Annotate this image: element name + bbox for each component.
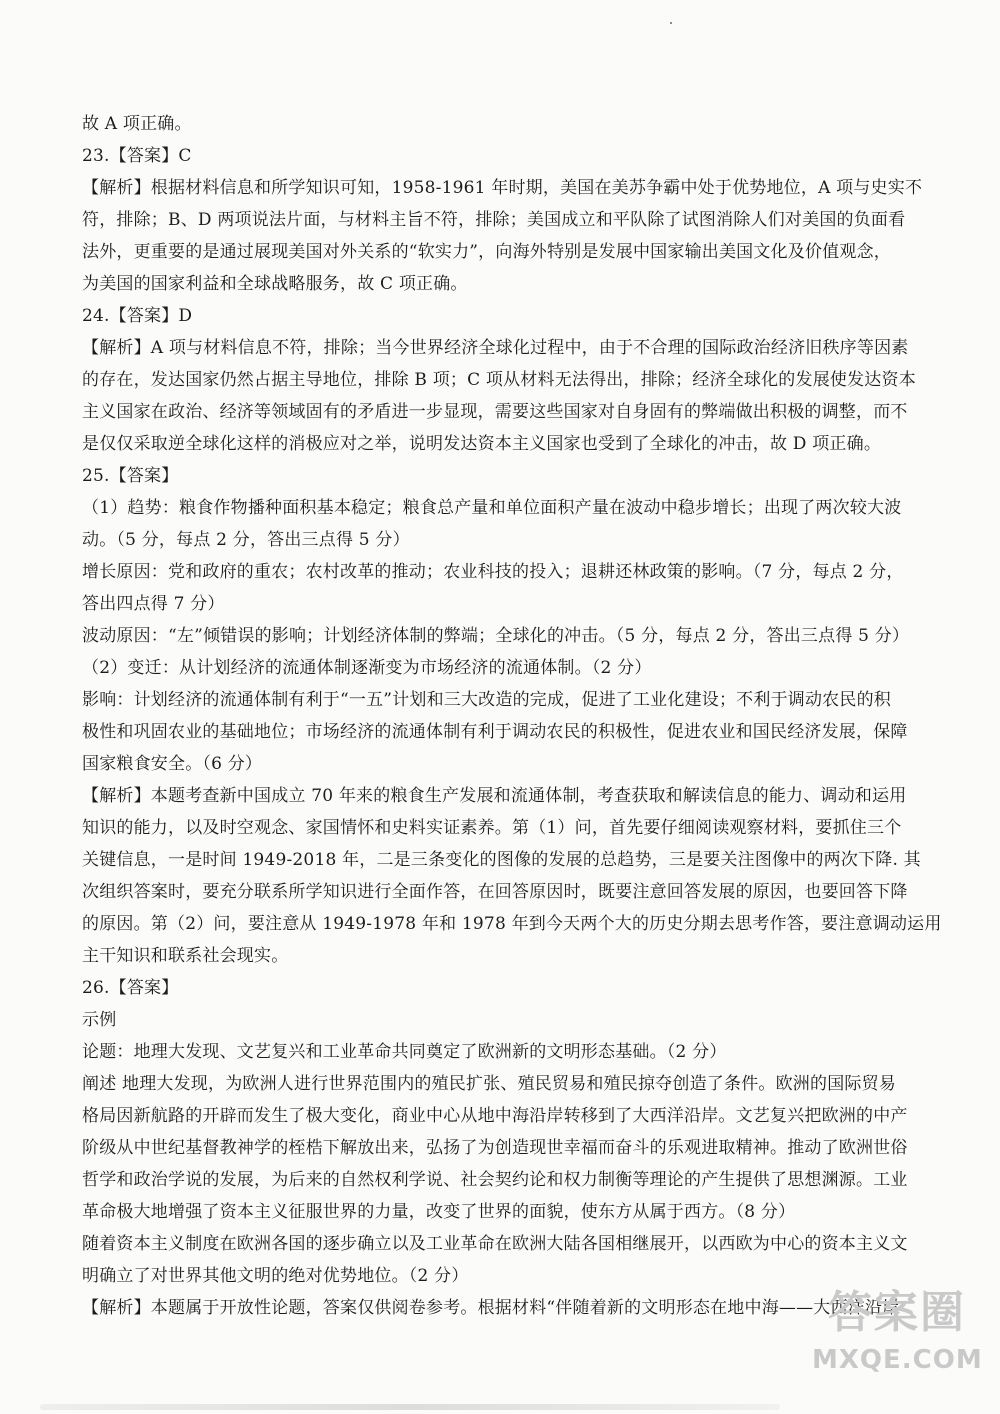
text-line: 次组织答案时，要充分联系所学知识进行全面作答，在回答原因时，既要注意回答发展的原因，也要回答下降 [82, 882, 908, 902]
text-line: 的原因。第（2）问，要注意从 1949-1978 年和 1978 年到今天两个大的历史分期去思考作答，要注意调动运用 [82, 914, 942, 934]
text-line: 知识的能力，以及时空观念、家国情怀和史料实证素养。第（1）问，首先要仔细阅读观察材料，要抓住三个 [82, 818, 902, 838]
watermark-url: MXQE.COM [812, 1345, 983, 1375]
text-line: 的存在，发达国家仍然占据主导地位，排除 B 项；C 项从材料无法得出，排除；经济全球化的发展使发达资本 [82, 370, 916, 390]
text-line: 论题：地理大发现、文艺复兴和工业革命共同奠定了欧洲新的文明形态基础。（2 分） [82, 1042, 727, 1062]
text-line: 随着资本主义制度在欧洲各国的逐步确立以及工业革命在欧洲大陆各国相继展开，以西欧为中心的资本主义文 [82, 1234, 908, 1254]
text-line: 主干知识和联系社会现实。 [82, 946, 289, 966]
text-line: 波动原因：“左”倾错误的影响；计划经济体制的弊端；全球化的冲击。（5 分，每点 2 分，答出三点得 5 分） [82, 626, 910, 646]
text-line: 为美国的国家利益和全球战略服务，故 C 项正确。 [82, 274, 468, 294]
text-line: 24.【答案】D [82, 306, 193, 326]
text-line: 关键信息，一是时间 1949-2018 年，二是三条变化的图像的发展的总趋势，三是要关注图像中的两次下降. 其 [82, 850, 921, 870]
text-line: 示例 [82, 1010, 117, 1030]
text-line: 格局因新航路的开辟而发生了极大变化，商业中心从地中海沿岸转移到了大西洋沿岸。文艺复兴把欧洲的中产 [82, 1106, 908, 1126]
text-line: 哲学和政治学说的发展，为后来的自然权利学说、社会契约论和权力制衡等理论的产生提供了思想渊源。工业 [82, 1170, 908, 1190]
text-line: 影响：计划经济的流通体制有利于“一五”计划和三大改造的完成，促进了工业化建设；不利于调动农民的积 [82, 690, 891, 710]
text-line: 国家粮食安全。（6 分） [82, 754, 263, 774]
text-line: 革命极大地增强了资本主义征服世界的力量，改变了世界的面貌，使东方从属于西方。（8 分） [82, 1202, 796, 1222]
text-line: 是仅仅采取逆全球化这样的消极应对之举，说明发达资本主义国家也受到了全球化的冲击，故 D 项正确。 [82, 434, 882, 454]
text-line: （2）变迁：从计划经济的流通体制逐渐变为市场经济的流通体制。（2 分） [82, 658, 652, 678]
text-line: 【解析】本题考查新中国成立 70 年来的粮食生产发展和流通体制，考查获取和解读信息的能力、调动和运用 [82, 786, 907, 806]
scan-edge-smudge [40, 1404, 780, 1410]
text-line: 主义国家在政治、经济等领域固有的矛盾进一步显现，需要这些国家对自身固有的弊端做出积极的调整，而不 [82, 402, 908, 422]
text-line: 明确立了对世界其他文明的绝对优势地位。（2 分） [82, 1266, 469, 1286]
text-line: 故 A 项正确。 [82, 114, 192, 134]
text-line: 【解析】本题属于开放性论题，答案仅供阅卷参考。根据材料“伴随着新的文明形态在地中海——大西洋沿岸 [82, 1298, 900, 1318]
text-line: 阶级从中世纪基督教神学的桎梏下解放出来，弘扬了为创造现世幸福而奋斗的乐观进取精神。推动了欧洲世俗 [82, 1138, 908, 1158]
text-line: 【解析】A 项与材料信息不符，排除；当今世界经济全球化过程中，由于不合理的国际政治经济旧秩序等因素 [82, 338, 909, 358]
text-line: 23.【答案】C [82, 146, 192, 166]
text-line: 增长原因：党和政府的重农；农村改革的推动；农业科技的投入；退耕还林政策的影响。（7 分，每点 2 分， [82, 562, 904, 582]
text-line: 动。（5 分，每点 2 分，答出三点得 5 分） [82, 530, 410, 550]
text-line: 答出四点得 7 分） [82, 594, 225, 614]
text-line: 符，排除；B、D 两项说法片面，与材料主旨不符，排除；美国成立和平队除了试图消除人们对美国的负面看 [82, 210, 906, 230]
text-line: 【解析】根据材料信息和所学知识可知，1958-1961 年时期，美国在美苏争霸中处于优势地位，A 项与史实不 [82, 178, 923, 198]
watermark-logo: 答案圈 [828, 1287, 966, 1338]
watermark [812, 1284, 982, 1404]
text-line: （1）趋势：粮食作物播种面积基本稳定；粮食总产量和单位面积产量在波动中稳步增长；出现了两次较大波 [82, 498, 902, 518]
text-line: 法外，更重要的是通过展现美国对外关系的“软实力”，向海外特别是发展中国家输出美国文化及价值观念， [82, 242, 891, 262]
scan-speck [670, 22, 672, 24]
text-line: 25.【答案】 [82, 466, 179, 486]
text-line: 极性和巩固农业的基础地位；市场经济的流通体制有利于调动农民的积极性，促进农业和国民经济发展，保障 [82, 722, 908, 742]
text-line: 阐述 地理大发现，为欧洲人进行世界范围内的殖民扩张、殖民贸易和殖民掠夺创造了条件。欧洲的国际贸易 [82, 1074, 897, 1094]
text-line: 26.【答案】 [82, 978, 179, 998]
